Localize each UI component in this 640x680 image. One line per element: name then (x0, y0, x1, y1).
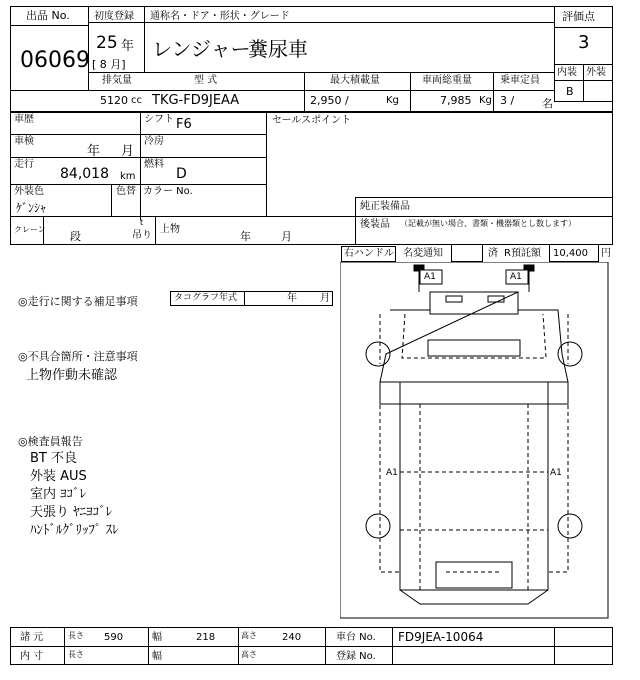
crane-stage: 段 (70, 230, 81, 243)
divider (266, 112, 267, 216)
capacity-label: 乗車定員 (500, 75, 540, 86)
history-label: 車歴 (14, 114, 34, 125)
name-change-box (451, 244, 483, 262)
divider (88, 22, 554, 23)
upper-body-month: 月 (281, 230, 292, 243)
name-change-label: 名変通知 (403, 248, 443, 259)
divider (10, 646, 613, 647)
mileage-value: 84,018 (60, 166, 109, 182)
registration-year: 25 (96, 33, 118, 53)
displacement-label: 排気量 (102, 75, 132, 86)
registration-year-unit: 年 (121, 39, 135, 54)
recycle-label: R預託額 (504, 248, 541, 259)
lot-number-label: 出品 No. (26, 9, 70, 22)
aftermarket-label: 後装品 (360, 219, 390, 230)
color-value: ｹﾞﾝｼｬ (16, 201, 47, 215)
gross-weight-value: 7,985 (440, 94, 472, 107)
damage-mark: A1 (424, 272, 436, 282)
color-change-label: 色替 (116, 186, 136, 197)
displacement-unit: cc (131, 95, 142, 106)
upper-body-label: 上物 (160, 224, 180, 235)
divider (304, 72, 305, 112)
divider (140, 112, 141, 220)
divider (10, 134, 266, 135)
color-number-label: カラー No. (143, 186, 193, 197)
inspector-line: 室内 ﾖｺﾞﾚ (30, 487, 87, 502)
max-load-value: 2,950 / (310, 94, 349, 107)
dimensions-label: 諸 元 (20, 632, 44, 643)
divider (554, 627, 555, 665)
chassis-number: FD9JEA-10064 (398, 630, 484, 644)
divider (155, 216, 156, 245)
width-value: 218 (196, 632, 216, 643)
first-registration-label: 初度登録 (94, 11, 134, 22)
tachograph-month: 月 (320, 293, 330, 304)
inspector-line: 外装 AUS (30, 469, 87, 484)
interior-grade: B (566, 85, 574, 98)
ac-label: 冷房 (144, 136, 164, 147)
crane-ton-t: t (140, 218, 144, 227)
tachograph-year: 年 (287, 293, 297, 304)
divider (10, 216, 613, 217)
divider (111, 184, 112, 216)
divider (554, 6, 555, 101)
divider (325, 627, 326, 665)
divider (392, 627, 393, 665)
lot-number: 06069 (20, 48, 90, 73)
crane-ton: 吊り (132, 230, 152, 241)
divider (148, 627, 149, 665)
model-label: 型 式 (194, 75, 218, 86)
vehicle-name-label: 通称名・ドア・形状・グレード (150, 11, 290, 22)
defects-text: 上物作動未確認 (26, 368, 118, 383)
divider (554, 27, 613, 28)
fuel-value: D (176, 166, 187, 182)
exterior-grade-label: 外装 (586, 67, 606, 78)
driving-notes-label: ◎走行に関する補足事項 (18, 295, 138, 308)
divider (554, 101, 613, 102)
tachograph-label: タコグラフ年式 (174, 293, 238, 303)
interior-grade-label: 内装 (557, 67, 577, 78)
capacity-value: 3 / (500, 94, 515, 107)
length-label: 長さ (68, 631, 84, 640)
divider (410, 72, 411, 112)
divider (493, 72, 494, 112)
height-value: 240 (282, 632, 302, 643)
shift-label: シフト (144, 114, 174, 125)
divider (144, 6, 145, 72)
inspector-line: ﾊﾝﾄﾞﾙｸﾞﾘｯﾌﾟ ｽﾚ (30, 523, 119, 538)
divider (88, 72, 554, 73)
inner-dimensions-label: 内 寸 (20, 651, 44, 662)
inner-width-label: 幅 (152, 651, 162, 662)
shift-value: F6 (176, 117, 192, 132)
inspector-line: 天張り ﾔﾆﾖｺﾞﾚ (30, 505, 113, 520)
divider (10, 90, 554, 91)
registration-month: [ 8 月] (92, 58, 126, 71)
color-label: 外装色 (14, 186, 44, 197)
tax-settled-label: 済 (488, 248, 498, 259)
divider (10, 25, 88, 26)
divider (244, 291, 245, 306)
divider (355, 197, 613, 198)
height-label: 高さ (241, 631, 257, 640)
inspection-year: 年 (87, 144, 101, 159)
displacement-value: 5120 (100, 94, 128, 107)
fuel-label: 燃料 (144, 159, 164, 170)
recycle-unit: 円 (601, 248, 611, 259)
crane-label: クレーン (14, 225, 46, 234)
registration-number-label: 登録 No. (336, 651, 376, 662)
width-label: 幅 (152, 632, 162, 643)
truck-diagram (340, 262, 610, 620)
inspector-report-label: ◎検査員報告 (18, 435, 83, 448)
mileage-unit: km (120, 171, 136, 182)
divider (10, 184, 266, 185)
gross-weight-unit: Kg (479, 95, 492, 106)
damage-mark: A1 (550, 468, 562, 478)
inner-height-label: 高さ (241, 650, 257, 659)
max-load-label: 最大積載量 (330, 75, 380, 86)
length-value: 590 (104, 632, 124, 643)
chassis-number-label: 車台 No. (336, 632, 376, 643)
divider (10, 157, 266, 158)
inspector-line: BT 不良 (30, 451, 77, 466)
vehicle-name: レンジャー (152, 37, 251, 61)
divider (238, 627, 239, 665)
grade-label: 評価点 (562, 10, 595, 23)
mileage-label: 走行 (14, 159, 34, 170)
genuine-equipment-label: 純正装備品 (360, 201, 410, 212)
overall-grade: 3 (578, 32, 590, 53)
recycle-amount: 10,400 (553, 248, 588, 259)
defects-label: ◎不具合箇所・注意事項 (18, 350, 138, 363)
steering-value: 右ハンドル (344, 248, 394, 259)
upper-body-year: 年 (240, 230, 251, 243)
divider (355, 197, 356, 245)
max-load-unit: Kg (386, 95, 399, 106)
sales-point-label: セールスポイント (272, 115, 352, 126)
capacity-unit: 名 (542, 97, 553, 110)
inspection-label: 車検 (14, 136, 34, 147)
aftermarket-note: （記載が無い場合、書類・機器類とし数します） (400, 219, 576, 228)
model-code: TKG-FD9JEAA (152, 93, 240, 108)
body-type: 糞尿車 (248, 37, 308, 61)
inner-length-label: 長さ (68, 650, 84, 659)
divider (64, 627, 65, 665)
damage-mark: A1 (386, 468, 398, 478)
gross-weight-label: 車両総重量 (422, 75, 472, 86)
inspection-month: 月 (121, 144, 135, 159)
divider (583, 64, 584, 101)
damage-mark: A1 (510, 272, 522, 282)
